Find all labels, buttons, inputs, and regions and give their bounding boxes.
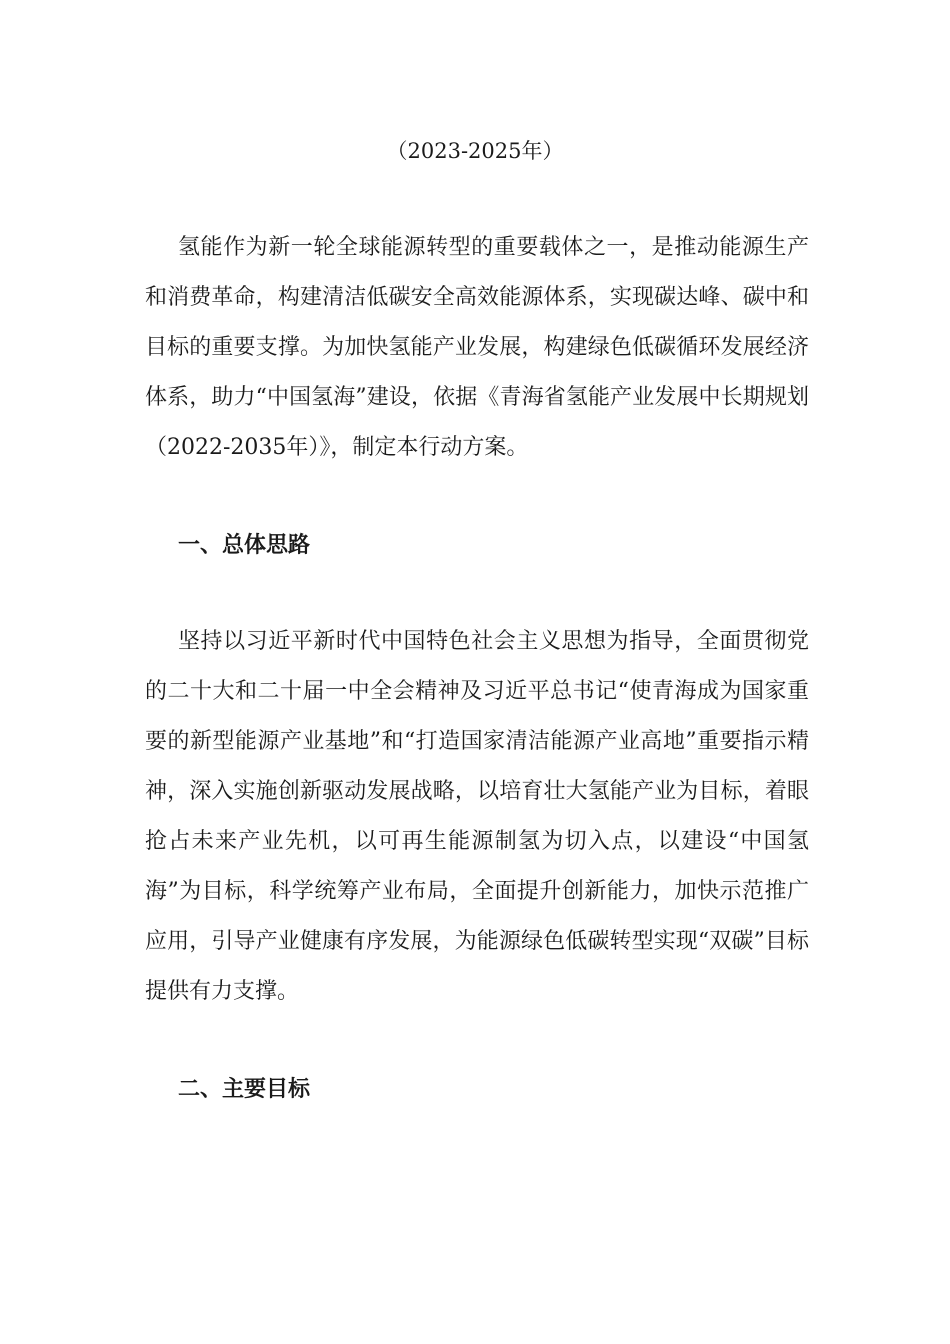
intro-paragraph: 氢能作为新一轮全球能源转型的重要载体之一，是推动能源生产和消费革命，构建清洁低碳安全高效能源体系，实现碳达峰、碳中和目标的重要支撑。为加快氢能产业发展，构建绿色低碳循环发展经济体系，助力“中国氢海”建设，依据《青海省氢能产业发展中长期规划（2022-2035年）》，制定本行动方案。 — [145, 235, 809, 460]
document-subtitle: （2023-2025年） — [386, 139, 564, 163]
section-heading-overall-approach: 一、总体思路 — [178, 533, 311, 558]
section-heading-main-goals: 二、主要目标 — [178, 1077, 311, 1102]
overall-approach-paragraph: 坚持以习近平新时代中国特色社会主义思想为指导，全面贯彻党的二十大和二十届一中全会精神及习近平总书记“使青海成为国家重要的新型能源产业基地”和“打造国家清洁能源产业高地”重要指示精神，深入实施创新驱动发展战略，以培育壮大氢能产业为目标，着眼抢占未来产业先机，以可再生能源制氢为切入点，以建设“中国氢海”为目标，科学统筹产业布局，全面提升创新能力，加快示范推广应用，引导产业健康有序发展，为能源绿色低碳转型实现“双碳”目标提供有力支撑。 — [145, 629, 809, 1004]
